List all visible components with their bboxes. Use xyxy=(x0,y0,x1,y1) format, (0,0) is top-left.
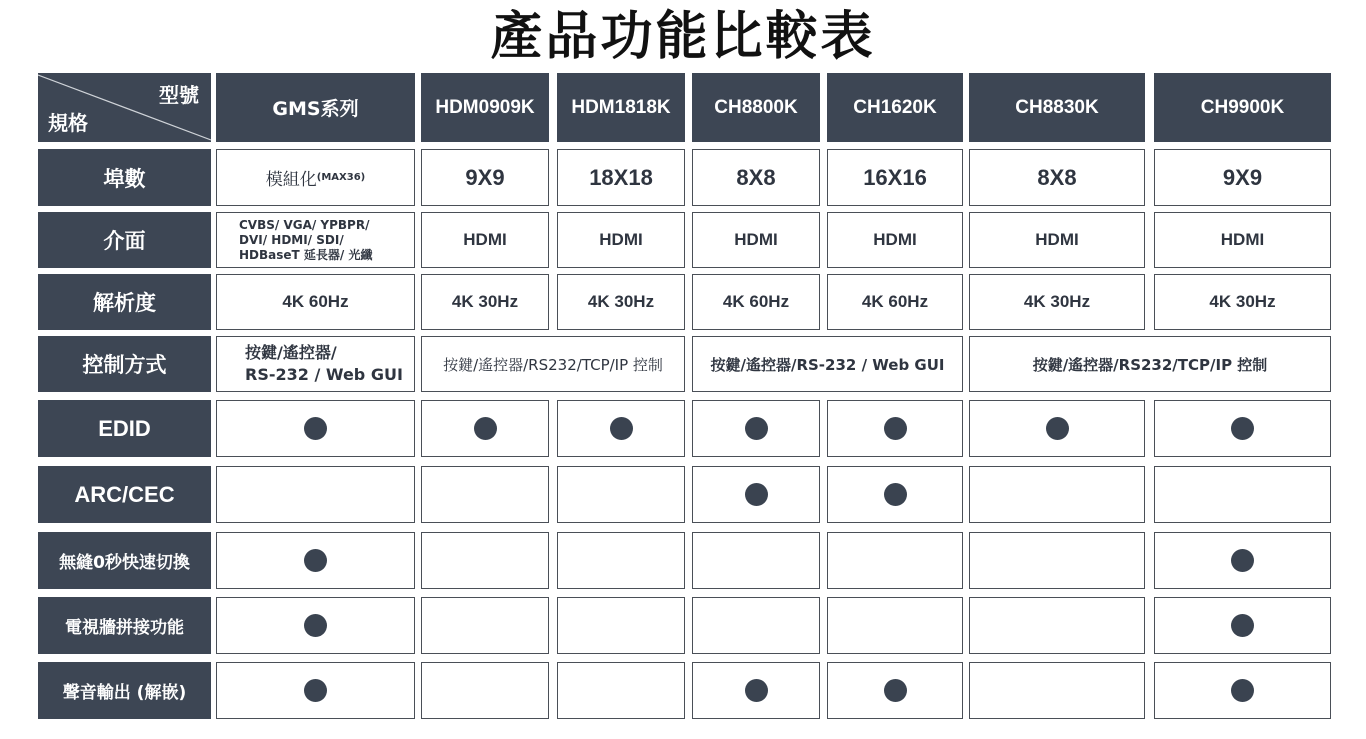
edid-hdm0909k xyxy=(421,400,549,457)
supported-dot-icon xyxy=(884,417,907,440)
control-gms xyxy=(216,336,415,392)
corner-model-label: 型號 xyxy=(159,83,199,107)
seamless-ch8800k xyxy=(692,532,820,589)
row-header-resolution: 解析度 xyxy=(38,274,211,330)
interface-ch8800k: HDMI xyxy=(692,212,820,268)
videowall-gms xyxy=(216,597,415,654)
supported-dot-icon xyxy=(474,417,497,440)
ports-gms-main: 模組化 xyxy=(265,170,317,190)
model-header-hdm0909k: HDM0909K xyxy=(421,73,549,142)
videowall-ch9900k xyxy=(1154,597,1331,654)
supported-dot-icon xyxy=(745,417,768,440)
resolution-hdm1818k: 4K 30Hz xyxy=(557,274,685,330)
arc-gms xyxy=(216,466,415,523)
interface-hdm1818k: HDMI xyxy=(557,212,685,268)
seamless-ch8830k xyxy=(969,532,1145,589)
interface-hdm0909k: HDMI xyxy=(421,212,549,268)
seamless-ch1620k xyxy=(827,532,963,589)
seamless-hdm0909k xyxy=(421,532,549,589)
arc-ch9900k xyxy=(1154,466,1331,523)
model-header-ch9900k: CH9900K xyxy=(1154,73,1331,142)
corner-header xyxy=(38,73,211,142)
seamless-ch9900k xyxy=(1154,532,1331,589)
audio-ch8800k xyxy=(692,662,820,719)
seamless-gms xyxy=(216,532,415,589)
videowall-ch1620k xyxy=(827,597,963,654)
edid-ch9900k xyxy=(1154,400,1331,457)
arc-hdm1818k xyxy=(557,466,685,523)
ports-ch8800k: 8X8 xyxy=(692,149,820,206)
ports-ch9900k: 9X9 xyxy=(1154,149,1331,206)
interface-gms-line: HDBaseT 延長器/ 光纖 xyxy=(239,247,373,262)
ports-hdm0909k: 9X9 xyxy=(421,149,549,206)
supported-dot-icon xyxy=(1231,549,1254,572)
seamless-hdm1818k xyxy=(557,532,685,589)
resolution-ch8800k: 4K 60Hz xyxy=(692,274,820,330)
page-title: 產品功能比較表 xyxy=(490,7,876,67)
row-header-ports: 埠數 xyxy=(38,149,211,206)
audio-ch8830k xyxy=(969,662,1145,719)
edid-ch8800k xyxy=(692,400,820,457)
edid-ch1620k xyxy=(827,400,963,457)
videowall-ch8800k xyxy=(692,597,820,654)
control-hdm-group: 按鍵/遙控器/RS232/TCP/IP 控制 xyxy=(421,336,685,392)
audio-ch1620k xyxy=(827,662,963,719)
control-gms-line: 按鍵/遙控器/ xyxy=(245,343,337,362)
control-ch2-group: 按鍵/遙控器/RS232/TCP/IP 控制 xyxy=(969,336,1331,392)
supported-dot-icon xyxy=(304,549,327,572)
row-header-edid: EDID xyxy=(38,400,211,457)
audio-gms xyxy=(216,662,415,719)
audio-hdm1818k xyxy=(557,662,685,719)
row-header-seamless: 無縫0秒快速切換 xyxy=(38,532,211,589)
supported-dot-icon xyxy=(1046,417,1069,440)
corner-spec-label: 規格 xyxy=(48,111,88,135)
model-header-ch8830k: CH8830K xyxy=(969,73,1145,142)
supported-dot-icon xyxy=(1231,679,1254,702)
supported-dot-icon xyxy=(884,483,907,506)
resolution-gms: 4K 60Hz xyxy=(216,274,415,330)
row-header-control: 控制方式 xyxy=(38,336,211,392)
edid-hdm1818k xyxy=(557,400,685,457)
resolution-ch9900k: 4K 30Hz xyxy=(1154,274,1331,330)
supported-dot-icon xyxy=(610,417,633,440)
supported-dot-icon xyxy=(745,679,768,702)
interface-gms-line: DVI/ HDMI/ SDI/ xyxy=(239,232,344,247)
interface-gms xyxy=(216,212,415,268)
arc-ch8830k xyxy=(969,466,1145,523)
edid-ch8830k xyxy=(969,400,1145,457)
interface-ch8830k: HDMI xyxy=(969,212,1145,268)
arc-hdm0909k xyxy=(421,466,549,523)
supported-dot-icon xyxy=(745,483,768,506)
ports-hdm1818k: 18X18 xyxy=(557,149,685,206)
videowall-ch8830k xyxy=(969,597,1145,654)
supported-dot-icon xyxy=(304,614,327,637)
arc-ch8800k xyxy=(692,466,820,523)
model-header-hdm1818k: HDM1818K xyxy=(557,73,685,142)
control-gms-line: RS-232 / Web GUI xyxy=(245,365,403,384)
row-header-audio: 聲音輸出 (解嵌) xyxy=(38,662,211,719)
model-header-gms: GMS系列 xyxy=(216,73,415,142)
videowall-hdm0909k xyxy=(421,597,549,654)
videowall-hdm1818k xyxy=(557,597,685,654)
supported-dot-icon xyxy=(884,679,907,702)
resolution-ch8830k: 4K 30Hz xyxy=(969,274,1145,330)
supported-dot-icon xyxy=(1231,417,1254,440)
supported-dot-icon xyxy=(304,417,327,440)
ports-gms-suffix: (MAX36) xyxy=(316,172,366,183)
ports-gms xyxy=(216,149,415,206)
row-header-interface: 介面 xyxy=(38,212,211,268)
interface-ch1620k: HDMI xyxy=(827,212,963,268)
supported-dot-icon xyxy=(304,679,327,702)
row-header-arc: ARC/CEC xyxy=(38,466,211,523)
supported-dot-icon xyxy=(1231,614,1254,637)
model-header-ch1620k: CH1620K xyxy=(827,73,963,142)
audio-hdm0909k xyxy=(421,662,549,719)
model-header-ch8800k: CH8800K xyxy=(692,73,820,142)
control-ch-group: 按鍵/遙控器/RS-232 / Web GUI xyxy=(692,336,963,392)
resolution-hdm0909k: 4K 30Hz xyxy=(421,274,549,330)
ports-ch8830k: 8X8 xyxy=(969,149,1145,206)
interface-gms-line: CVBS/ VGA/ YPBPR/ xyxy=(239,217,370,232)
edid-gms xyxy=(216,400,415,457)
resolution-ch1620k: 4K 60Hz xyxy=(827,274,963,330)
audio-ch9900k xyxy=(1154,662,1331,719)
row-header-videowall: 電視牆拼接功能 xyxy=(38,597,211,654)
ports-ch1620k: 16X16 xyxy=(827,149,963,206)
interface-ch9900k: HDMI xyxy=(1154,212,1331,268)
arc-ch1620k xyxy=(827,466,963,523)
